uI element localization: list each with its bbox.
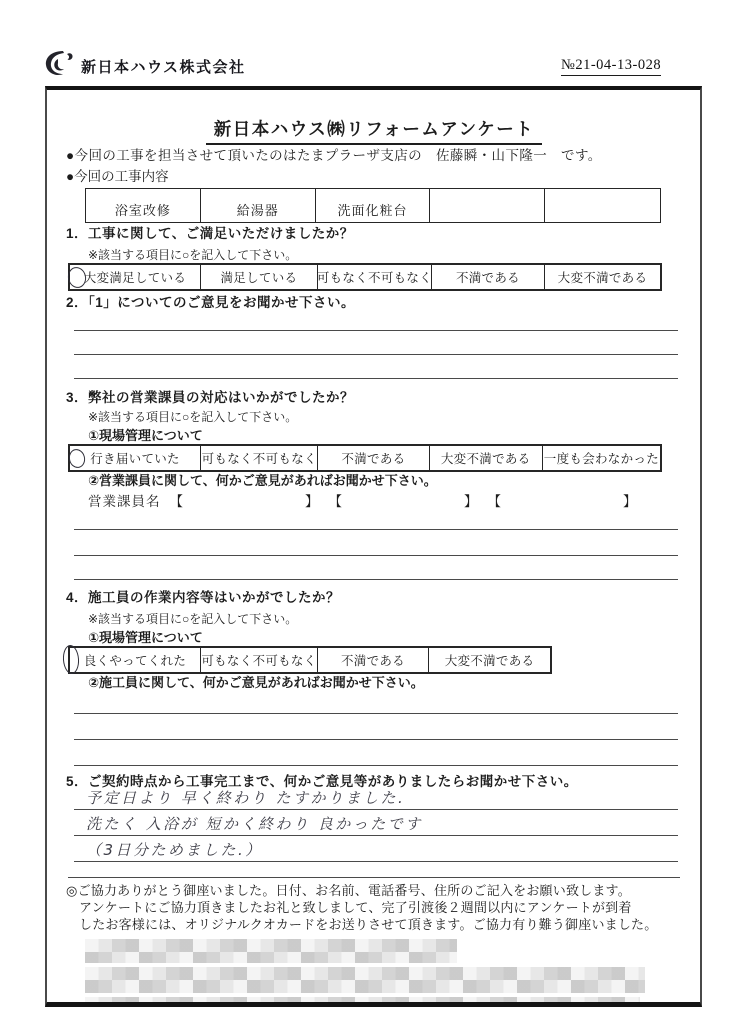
q3-sub1-label: ①現場管理について [88, 428, 203, 443]
bracket-close: 】 [464, 494, 479, 509]
staff-name-field [329, 492, 479, 511]
q3-sub2-label: ②営業課員に関して、何かご意見があればお聞かせ下さい。 [88, 473, 437, 488]
option-cell [70, 446, 201, 470]
company-logo-icon [42, 49, 76, 84]
option-cell [545, 265, 660, 289]
option-label: 不満である [340, 654, 405, 668]
option-label: 不満である [341, 452, 406, 466]
bracket-close: 】 [623, 494, 638, 509]
option-cell [543, 446, 660, 470]
option-cell [318, 446, 429, 470]
bracket-open: 【 [487, 494, 502, 509]
q3-answer-lines [74, 511, 678, 580]
bracket-open: 【 [169, 494, 184, 509]
work-item-cell [430, 189, 545, 222]
option-cell [70, 648, 201, 672]
handwritten-note: 予定日より 早く終わり たすかりました. [86, 789, 406, 807]
bracket-open: 【 [328, 494, 343, 509]
q5-heading: 5．ご契約時点から工事完工まで、何かご意見等がありましたらお聞かせ下さい。 [66, 774, 578, 789]
staff-name-field [170, 492, 320, 511]
bracket-close: 】 [305, 494, 320, 509]
answer-line [74, 556, 678, 580]
work-item-cell: 洗面化粧台 [316, 189, 431, 222]
circle-note: ※該当する項目に○を記入して下さい。 [88, 248, 298, 262]
redacted-mosaic [85, 997, 640, 1007]
work-item-cell [545, 189, 660, 222]
q3-heading: 3．弊社の営業課員の対応はいかがでしたか？ [66, 390, 355, 405]
option-label: 満足している [220, 271, 298, 285]
q3-options-table [68, 444, 662, 472]
work-item-cell: 浴室改修 [86, 189, 201, 222]
q4-options-table [68, 646, 552, 674]
option-cell [201, 446, 318, 470]
doc-number: №21-04-13-028 [561, 57, 661, 76]
q5-answer-lines [74, 791, 678, 862]
option-cell [429, 648, 550, 672]
option-cell [430, 446, 543, 470]
option-cell [70, 265, 201, 289]
form-title: 新日本ハウス㈱リフォームアンケート [206, 117, 543, 145]
answer-line [74, 312, 678, 331]
option-label: 大変不満である [557, 271, 648, 285]
option-label: 可もなく不可もなく [316, 271, 433, 285]
q1-options-table [68, 263, 662, 291]
footer-line: ◎ご協力ありがとう御座いました。日付、お名前、電話番号、住所のご記入をお願い致します。 [66, 883, 631, 898]
option-label: 行き届いていた [90, 452, 180, 466]
option-label: 良くやってくれた [83, 654, 187, 668]
option-label: 大変不満である [444, 654, 535, 668]
option-label: 大変満足している [83, 271, 187, 285]
circle-note: ※該当する項目に○を記入して下さい。 [88, 612, 298, 626]
option-cell [201, 265, 318, 289]
work-content-table [85, 188, 661, 223]
option-label: 不満である [455, 271, 520, 285]
answer-line [74, 530, 678, 556]
q4-answer-lines [74, 695, 678, 766]
option-cell [318, 265, 432, 289]
company-brand [42, 49, 246, 84]
staff-intro-line: ●今回の工事を担当させて頂いたのはたまプラーザ支店の 佐藤瞬・山下隆一 です。 [66, 148, 602, 163]
answer-line [74, 511, 678, 530]
footer-line: アンケートにご協力頂きましたお礼と致しまして、完了引渡後２週間以内にアンケートが到着 [79, 900, 632, 915]
footer-line: したお客様には、オリジナルクオカードをお送りさせて頂きます。ご協力有り難う御座いました。 [79, 917, 658, 932]
staff-name-field [488, 492, 638, 511]
option-label: 可もなく不可もなく [201, 654, 317, 668]
company-name: 新日本ハウス株式会社 [81, 59, 246, 76]
footer-separator-line [68, 862, 680, 878]
option-cell [201, 648, 318, 672]
work-item-cell: 給湯器 [201, 189, 316, 222]
handwritten-note: 洗たく 入浴が 短かく終わり 良かったです [86, 815, 423, 833]
q4-sub2-label: ②施工員に関して、何かご意見があればお聞かせ下さい。 [88, 675, 424, 690]
answer-line [74, 331, 678, 355]
handwritten-note: （3日分ためました.） [86, 841, 263, 859]
q2-heading: 2．「1」についてのご意見をお聞かせ下さい。 [66, 295, 355, 310]
circle-note: ※該当する項目に○を記入して下さい。 [88, 410, 298, 424]
answer-line [74, 836, 678, 862]
q1-heading: 1．工事に関して、ご満足いただけましたか？ [66, 226, 354, 241]
option-cell [318, 648, 429, 672]
answer-line [74, 695, 678, 714]
work-content-label: ●今回の工事内容 [66, 169, 169, 184]
q2-answer-lines [74, 312, 678, 379]
redacted-mosaic [85, 939, 457, 963]
redacted-mosaic [85, 967, 645, 993]
q4-heading: 4．施工員の作業内容等はいかがでしたか？ [66, 590, 341, 605]
footer-note [66, 882, 682, 933]
staff-name-label: 営業課員名 [88, 494, 161, 509]
answer-line [74, 355, 678, 379]
answer-line [74, 810, 678, 836]
answer-line [74, 714, 678, 740]
selection-circle-icon [67, 447, 87, 469]
option-label: 大変不満である [440, 452, 531, 466]
answer-line [74, 740, 678, 766]
survey-sheet [45, 86, 702, 1007]
answer-line [74, 791, 678, 810]
selection-circle-icon [62, 644, 80, 674]
q4-sub1-label: ①現場管理について [88, 630, 203, 645]
option-label: 可もなく不可もなく [201, 452, 317, 466]
option-label: 一度も会わなかった [543, 452, 659, 466]
staff-name-row [88, 492, 682, 511]
option-cell [432, 265, 545, 289]
